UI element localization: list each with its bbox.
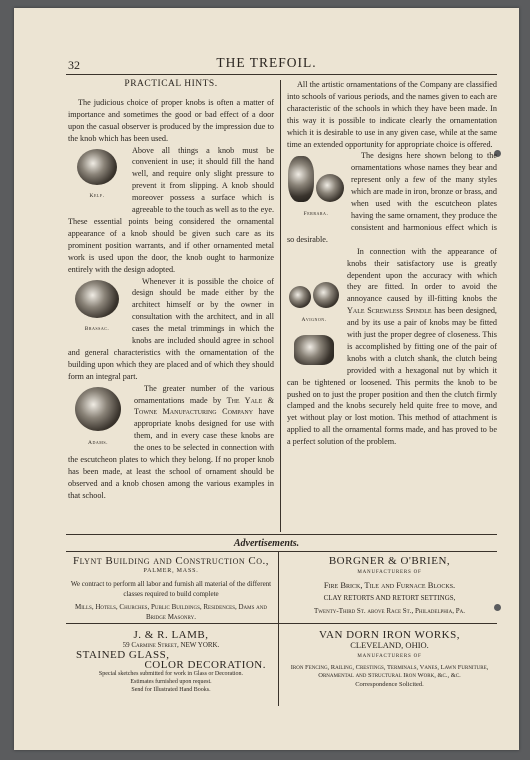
column-divider <box>280 80 281 532</box>
ad-label: MANUFACTURERS OF <box>357 654 422 659</box>
ad-text: Iron Fencing, Railing, Crestings, Terminals, Vanes, Lawn Furniture, <box>290 664 489 671</box>
ad-text: Special sketches submitted for work in Glass or Decoration. <box>98 671 244 677</box>
text-run: In connection with the appearance of knobs their satisfactory use is greatly dependent upon the accuracy with which they are fitted. In order to avoid the annoyance caused by ill-fitting knobs the <box>347 246 497 304</box>
left-column <box>68 79 274 502</box>
figure-caption: Kelf. <box>89 193 105 200</box>
figure-caption: Ferrara. <box>303 211 329 218</box>
paragraph: All the artistic ornamentations of the Company are classified into schools of various periods, and the names given to each are characteristic of the schools in which they have been made. In this way it is possible to indicate clearly the ornamentation which it is desirable to use in any given case, while at the same time an extended opportunity for appropriate choice is offered. <box>287 80 497 149</box>
ad-text: CLAY RETORTS AND RETORT SETTINGS, <box>323 594 456 602</box>
text-run: The greater number of the various ornamentations made by <box>134 383 274 405</box>
ad-city: PALMER, MASS. <box>143 568 199 574</box>
knob-image <box>316 174 344 202</box>
ad-text: Fire Brick, Tile and Furnace Blocks. <box>323 580 456 590</box>
knob-image <box>77 149 117 185</box>
ad-company-name: BORGNER & O'BRIEN, <box>328 555 451 567</box>
article-heading: PRACTICAL HINTS. <box>124 79 218 89</box>
escutcheon-image <box>288 156 314 202</box>
ads-top-rule <box>66 534 497 535</box>
ad-city: CLEVELAND, OHIO. <box>350 640 429 650</box>
page <box>14 8 519 750</box>
ad-text: Mills, Hotels, Churches, Public Buildings, Residences, Dams and Bridge Masonry. <box>75 603 267 621</box>
page-number: 32 <box>68 58 80 72</box>
ads-divider <box>278 551 279 706</box>
header-rule <box>66 74 497 75</box>
paragraph: Above all things a knob must be convenient in use; it should fill the hand well, and require only slight pressure to prevent it from slipping. A knob should moreover possess a surface which is agreeable to the touch as well as to the eye. These essential points being considered the ornamental appearance of a knob should be given such care as its prominent position warrants, and if other ornamented metal work is used upon the door, the knob ought to harmonize entirely with the design adopted. <box>68 145 274 274</box>
text-run: has been designed, and by its use a pair of knobs may be fitted with just the proper degree of closeness. This is accomplished by fitting one of the pair of knobs with a clutch shank, the clutch being provided with a hexagonal nut by which it can be tightened or loosened. This permits the knob to be pushed on to just the proper position and then the clutch firmly clamped and the knobs securely held quite free to move, and yet without play or lost motion. This method of attachment is applied to all the ornamental forms made, and has proved to be a perfect solution of the problem. <box>287 306 497 447</box>
ad-company-name: Flynt Building and Construction Co., <box>72 555 270 567</box>
text-run: have appropriate knobs designed for use with them, and in every case these knobs are the ones to be selected in connection with the escutcheon plates to which they belong. If no proper knob has been made, at least the school of ornament should be observed and a knob chosen among the various examples in that school. <box>68 407 274 500</box>
ad-text: Correspondence Solicited. <box>355 681 424 688</box>
ad-borgner <box>282 556 497 616</box>
paragraph: Whenever it is possible the choice of design should be made either by the architect himself or by the owner in consultation with the architect, and in all cases the metal trimmings in which the knobs are included should agree in school and general characteristics with the ornamentation of the building upon which they are placed and of which they should form an integral part. <box>68 276 274 381</box>
ad-flynt <box>66 556 276 622</box>
ad-lamb <box>66 630 276 694</box>
knob-image <box>313 282 339 308</box>
ad-label: MANUFACTURERS OF <box>357 570 422 575</box>
knob-figure-adams <box>68 387 128 450</box>
company-name: The Yale & Towne Manufacturing Company <box>134 395 274 417</box>
knob-image <box>289 286 311 308</box>
figure-caption: Adams. <box>88 439 108 446</box>
ad-text: Send for Illustrated Hand Books. <box>131 687 211 693</box>
product-name: Yale Screwless Spindle <box>347 306 432 316</box>
ads-middle-rule <box>66 623 497 624</box>
ad-headline: STAINED GLASS, <box>76 649 170 661</box>
spindle-image <box>294 335 334 365</box>
page-title: THE TREFOIL. <box>216 55 317 70</box>
ad-company-name: J. & R. LAMB, <box>133 629 209 641</box>
ad-text: Ornamental and Structural Iron Work, &c., &c. <box>318 672 461 679</box>
advertisements-title: Advertisements. <box>233 538 300 549</box>
figure-caption: Avignon. <box>301 316 327 323</box>
ad-address: 59 Carmine Street, NEW YORK. <box>122 641 220 649</box>
ad-text: We contract to perform all labor and furnish all material of the different classes required to build complete <box>70 580 272 598</box>
ad-headline: COLOR DECORATION. <box>144 659 266 671</box>
ad-company-name: VAN DORN IRON WORKS, <box>319 629 460 641</box>
ad-text: Twenty-Third St. above Race St., Philadelphia, Pa. <box>314 607 465 615</box>
ad-text: Estimates furnished upon request. <box>130 679 212 685</box>
figure-caption: Brassac. <box>84 326 110 333</box>
ads-rule <box>66 551 497 552</box>
paragraph: The designs here shown belong to the ornamentations whose names they bear and represent only a few of the many styles which are made in iron, bronze or brass, and when used with the escutcheon plates having the same ornament, they produce the consistent and harmonious effect which is so desirable. <box>287 151 497 244</box>
spindle-figure <box>287 335 341 371</box>
ad-vandorn <box>282 630 497 689</box>
knob-figure-avignon <box>287 282 341 327</box>
knob-figure-brassac <box>68 280 126 337</box>
paragraph: The judicious choice of proper knobs is often a matter of importance and sometimes the good or bad effect of a door upon the casual observer is produced by the impression due to the knob which has been used. <box>68 97 274 143</box>
knob-figure-kelf <box>68 149 126 204</box>
knob-figure-ferrara <box>287 156 345 221</box>
knob-image <box>75 387 121 431</box>
knob-image <box>75 280 119 318</box>
right-column <box>287 79 497 448</box>
